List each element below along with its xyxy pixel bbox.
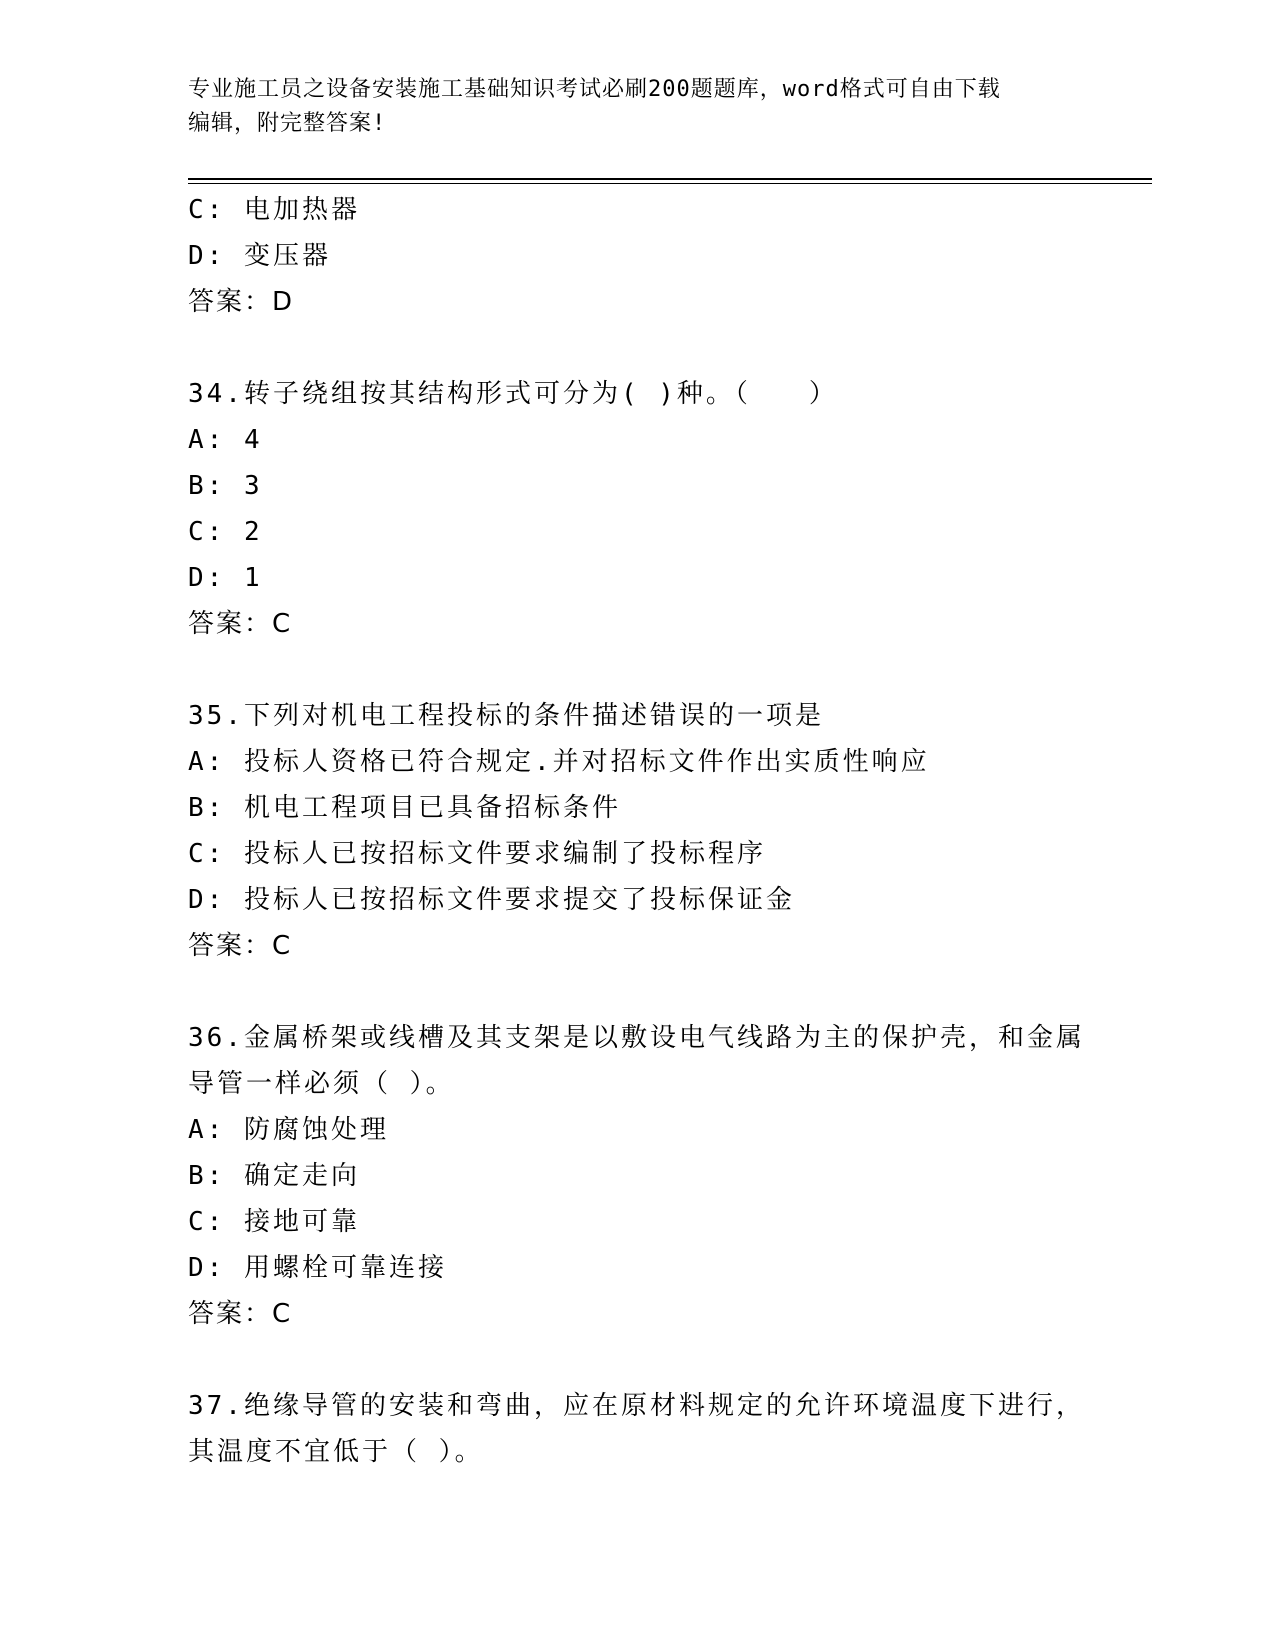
option-c: C: 接地可靠 — [188, 1207, 360, 1237]
option-c: C: 2 — [188, 517, 263, 547]
answer-label: 答案：C — [188, 1299, 293, 1329]
header-divider-thin — [188, 183, 1152, 184]
option-c: C: 投标人已按招标文件要求编制了投标程序 — [188, 839, 766, 869]
option-d: D: 1 — [188, 563, 263, 593]
question-text-line2: 其温度不宜低于（ ）。 — [188, 1437, 484, 1467]
header-title-line1: 专业施工员之设备安装施工基础知识考试必刷200题题库，word格式可自由下载 — [188, 77, 1001, 102]
option-d: D: 投标人已按招标文件要求提交了投标保证金 — [188, 885, 795, 915]
header-divider-thick — [188, 178, 1152, 180]
option-a: A: 投标人资格已符合规定.并对招标文件作出实质性响应 — [188, 747, 930, 777]
question-block-35 — [188, 693, 1108, 969]
question-text: 34.转子绕组按其结构形式可分为( )种。（ ） — [188, 379, 838, 409]
answer-label: 答案：D — [188, 287, 295, 317]
spacer — [188, 647, 1108, 693]
question-block-36 — [188, 1015, 1108, 1337]
option-b: B: 3 — [188, 471, 263, 501]
answer-label: 答案：C — [188, 609, 293, 639]
question-text-line2: 导管一样必须（ ）。 — [188, 1069, 455, 1099]
spacer — [188, 1337, 1108, 1383]
answer-label: 答案：C — [188, 931, 293, 961]
document-header — [188, 73, 1068, 141]
question-text-line1: 36.金属桥架或线槽及其支架是以敷设电气线路为主的保护壳，和金属 — [188, 1023, 1085, 1053]
option-c: C: 电加热器 — [188, 195, 360, 225]
question-block-33 — [188, 187, 1108, 325]
question-text: 35.下列对机电工程投标的条件描述错误的一项是 — [188, 701, 824, 731]
option-d: D: 用螺栓可靠连接 — [188, 1253, 447, 1283]
question-block-37 — [188, 1383, 1108, 1475]
option-b: B: 机电工程项目已具备招标条件 — [188, 793, 621, 823]
header-title-line2: 编辑，附完整答案! — [188, 111, 387, 136]
option-a: A: 防腐蚀处理 — [188, 1115, 389, 1145]
question-text-line1: 37.绝缘导管的安装和弯曲，应在原材料规定的允许环境温度下进行， — [188, 1391, 1085, 1421]
spacer — [188, 969, 1108, 1015]
option-d: D: 变压器 — [188, 241, 331, 271]
question-list — [188, 187, 1108, 1475]
question-block-34 — [188, 371, 1108, 647]
spacer — [188, 325, 1108, 371]
option-b: B: 确定走向 — [188, 1161, 360, 1191]
option-a: A: 4 — [188, 425, 263, 455]
